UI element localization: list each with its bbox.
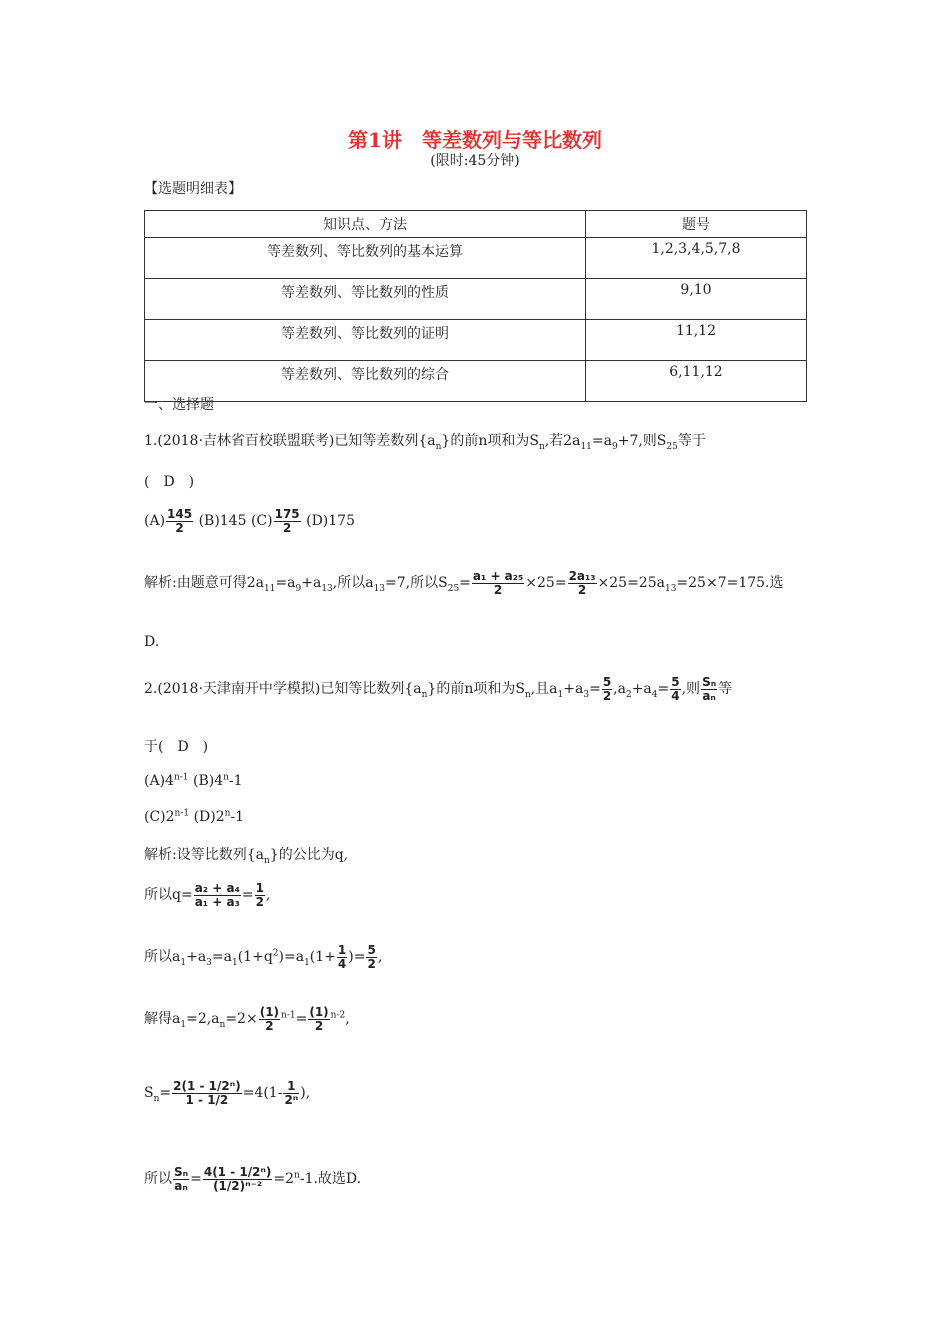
q2-solution-5: $S_n=$ $\frac{\text{2(1 - 1/2ⁿ)}}{1 - 1/2}$ =4(1- $\frac{1}{\text{2ⁿ}}$ ), [144,1079,311,1107]
q1-solution: 解析:由题意可得$2a_{11}=a_9+a_{13}$,所以$a_{13}=7$,所以$S_{25}=$ $\frac{\text{a₁ + a₂₅}}{2}$ ×25= $\frac{\text{2a₁₃}}{2}$ $\times 25=25a_{13}=25\times 7=175$.选 [144,569,784,597]
option-d: (D)175 [306,513,355,530]
q2-solution-1: 解析:设等比数列$\{a_n\}$的公比为q, [144,847,349,866]
numbers-cell: 11,12 [586,320,807,361]
column-header: 题号 [586,211,807,238]
fraction: $\frac{5}{4}$ [671,675,680,703]
fraction: $\frac{1}{2}$ [255,881,264,909]
option-b: (B)4$^n$-1 [192,772,243,789]
fraction: $\frac{1}{4}$ [337,943,347,971]
numbers-cell: 6,11,12 [586,361,807,402]
q2-options-ab [144,772,243,789]
table-row [145,320,807,361]
page-title: 第1讲 等差数列与等比数列 [348,128,602,152]
fraction: $\frac{\text{a₂ + a₄}}{\text{a₁ + a₃}}$ [194,881,240,909]
topic-cell: 等差数列、等比数列的基本运算 [145,238,586,279]
q2-solution-3: 所以$a_1+a_3=a_1(1+q^2)=a_1(1+$ $\frac{1}{4}$ )= $\frac{5}{2}$ , [144,943,383,971]
q1-stem: 1.(2018·吉林省百校联盟联考)已知等差数列$\{a_n\}$的前n项和为$S_n$,若$2a_{11}=a_9+7$,则$S_{25}$等于 [144,433,706,452]
option-a: (A) $\frac{145}{2}$ [144,507,193,535]
time-limit: (限时:45分钟) [430,153,520,169]
q1-answer: ( D ) [144,474,195,490]
numbers-cell: 9,10 [586,279,807,320]
q1-options [144,508,355,534]
topic-cell: 等差数列、等比数列的综合 [145,361,586,402]
table-row [145,238,807,279]
fraction: $\frac{5}{2}$ [602,675,612,703]
fraction: $\frac{\text{Sₙ}}{\text{aₙ}}$ [174,1165,189,1193]
q2-options-cd [144,808,244,825]
section-heading: 一、选择题 [144,397,214,413]
fraction: $\frac{5}{2}$ [367,943,376,971]
option-d: (D)2$^n$-1 [193,808,245,825]
fraction: $\frac{(1)}{2}$ [259,1005,280,1033]
fraction: $\frac{\text{2(1 - 1/2ⁿ)}}{1 - 1/2}$ [173,1079,241,1107]
topic-cell: 等差数列、等比数列的证明 [145,320,586,361]
table-row [145,279,807,320]
fraction: $\frac{\text{a₁ + a₂₅}}{2}$ [472,569,524,597]
option-c: (C)2$^{n-1}$ [144,808,190,825]
column-header: 知识点、方法 [145,211,586,238]
fraction: $\frac{1}{\text{2ⁿ}}$ [284,1079,299,1107]
table-header-row [145,211,807,238]
fraction: $\frac{145}{2}$ [167,507,193,535]
option-c: (C) $\frac{175}{2}$ [250,507,300,535]
q2-answer: 于( D ) [144,739,209,755]
fraction: $\frac{\text{2a₁₃}}{2}$ [568,569,596,597]
fraction: $\frac{\text{4(1 - 1/2ⁿ)}}{\text{(1/2)ⁿ⁻²}}$ [203,1165,272,1193]
q1-solution-end: D. [144,634,160,650]
topic-cell: 等差数列、等比数列的性质 [145,279,586,320]
fraction: $\frac{\text{Sₙ}}{\text{aₙ}}$ [702,675,717,703]
q2-solution-6: 所以 $\frac{\text{Sₙ}}{\text{aₙ}}$ = $\frac{\text{4(1 - 1/2ⁿ)}}{\text{(1/2)ⁿ⁻²}}$ $=2^n-1$.故选D. [144,1165,362,1193]
q2-solution-2: 所以q= $\frac{\text{a₂ + a₄}}{\text{a₁ + a₃}}$ = $\frac{1}{2}$ , [144,881,271,909]
option-a: (A)4$^{n-1}$ [144,772,189,789]
q2-stem: 2.(2018·天津南开中学模拟)已知等比数列$\{a_n\}$的前n项和为$S_n$,且$a_1+a_3=$ $\frac{5}{2}$ $,a_2+a_4=$ $\frac{5}{4}$ ,则 $\frac{\text{Sₙ}}{\text{aₙ}}$ 等 [144,675,733,703]
table-row [145,361,807,402]
q2-solution-4: 解得$a_1=2,a_n=2\times$ $\frac{(1)}{2}$ $^{n-1}$= $\frac{(1)}{2}$ $^{n-2}$, [144,1005,350,1033]
selection-table-label: 【选题明细表】 [144,181,242,197]
fraction: $\frac{(1)}{2}$ [309,1005,329,1033]
fraction: $\frac{175}{2}$ [274,507,300,535]
numbers-cell: 1,2,3,4,5,7,8 [586,238,807,279]
selection-table [144,210,807,402]
option-b: (B)145 [198,513,247,530]
